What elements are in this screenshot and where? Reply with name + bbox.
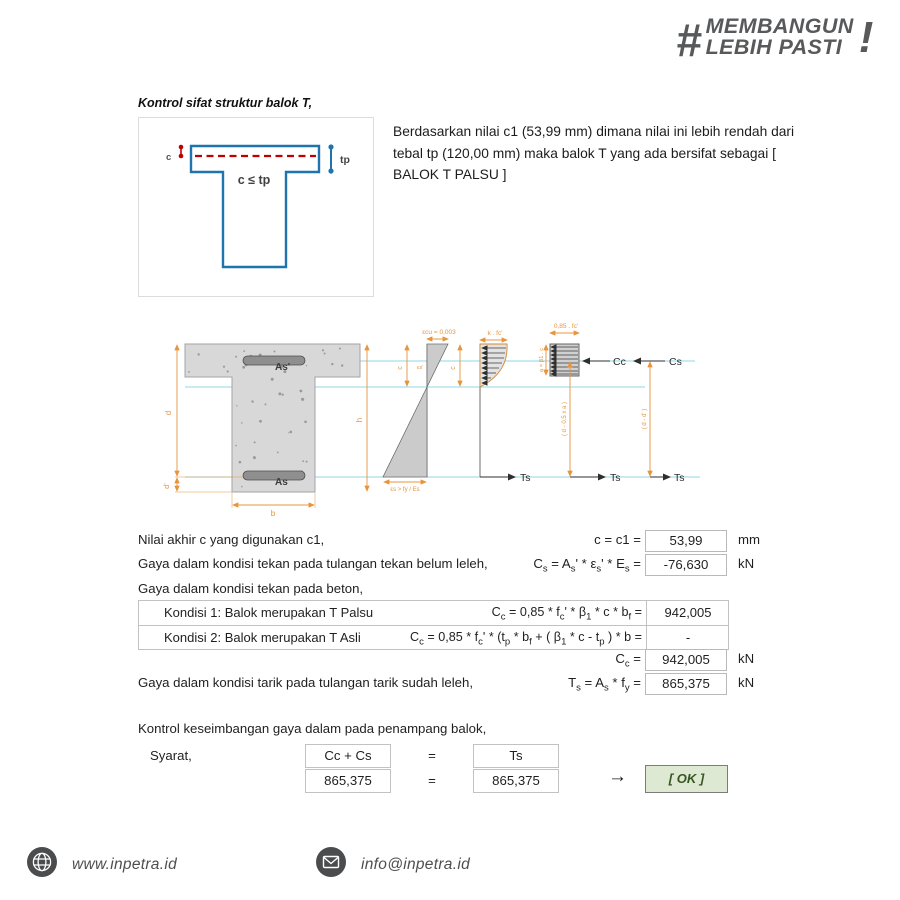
unit-label: kN	[738, 651, 755, 666]
value-cell: 53,99	[645, 530, 727, 552]
balance-left-value: 865,375	[305, 769, 391, 793]
arrow-icon: →	[608, 766, 627, 787]
row-desc: Gaya dalam kondisi tarik pada tulangan tarik sudah leleh,	[138, 675, 474, 690]
value-cell: 942,005	[646, 601, 729, 625]
es-top-label: εs'	[417, 365, 424, 371]
t-beam-concept-diagram	[139, 118, 371, 294]
calc-row-ts	[138, 673, 818, 695]
ts2-label: Ts	[610, 472, 621, 484]
syarat-label: Syarat,	[150, 748, 192, 763]
footer	[26, 846, 470, 883]
t-shape-outline	[191, 146, 319, 267]
beam-analysis-figure	[155, 312, 775, 524]
ecu-label: εcu = 0,003	[422, 329, 456, 336]
dim-b-label: b	[270, 509, 276, 518]
email-link[interactable]: info@inpetra.id	[361, 855, 470, 873]
exclamation-icon: !	[858, 13, 874, 62]
calc-header-beton	[138, 579, 818, 601]
relation-label: c ≤ tp	[237, 173, 271, 187]
equals-sign: =	[428, 773, 436, 788]
calc-row-cs	[138, 554, 818, 576]
row-formula: c = c1 =	[594, 532, 641, 547]
dim-dprime-label: d'	[162, 483, 171, 489]
condition-formula: $C_c = 0,85 * f_c' * (t_p * b_f$ + ( $\beta_1$ * c - $t_p$ ) * b =	[410, 630, 642, 648]
condition-name: Kondisi 2: Balok merupakan T Asli	[164, 630, 361, 645]
ts1-label: Ts	[520, 472, 531, 484]
stress-block-diagram	[539, 323, 626, 484]
value-cell: 865,375	[645, 673, 727, 695]
conclusion-paragraph: Berdasarkan nilai c1 (53,99 mm) dimana nilai ini lebih rendah dari tebal tp (120,00 mm) maka balok T yang ada bersifat sebagai [ BALOK T PALSU ]	[393, 124, 795, 182]
row-desc: Nilai akhir c yang digunakan c1,	[138, 532, 325, 547]
globe-icon	[26, 846, 58, 883]
equals-sign: =	[428, 748, 436, 763]
ts3-label: Ts	[674, 472, 685, 484]
brand-logo	[676, 13, 874, 66]
as-top-label: As'	[275, 362, 291, 373]
logo-line1: MEMBANGUN	[705, 14, 854, 38]
balance-title: Kontrol keseimbangan gaya dalam pada penampang balok,	[138, 721, 487, 736]
logo-line2: LEBIH PASTI	[705, 35, 843, 59]
curve-c-label: c	[450, 366, 457, 370]
condition-formula: $C_c = 0,85 * f_c' * \beta_1 * c * b_f$ =	[491, 605, 642, 623]
as-bottom-label: As	[275, 477, 288, 488]
resultant-forces	[634, 356, 685, 484]
balance-right-header: Ts	[473, 744, 559, 768]
fc085-label: 0,85 . fc'	[553, 323, 579, 330]
strain-diagram	[383, 329, 456, 493]
t-beam-concept-box	[138, 117, 374, 297]
tp-label: tp	[340, 154, 350, 166]
stress-curve-diagram	[450, 330, 531, 484]
dim-d-dprime-label: ( d - d' )	[642, 408, 648, 430]
cc-label: Cc	[613, 356, 626, 368]
unit-label: mm	[738, 532, 760, 547]
row-formula: $C_s = A_s' * \varepsilon_s' * E_s$ =	[533, 556, 641, 575]
tp-dimension-marker	[328, 144, 333, 173]
balance-left-header: Cc + Cs	[305, 744, 391, 768]
c-label: c	[166, 152, 172, 163]
row-formula: $C_c$ =	[615, 651, 641, 670]
value-cell: 942,005	[645, 649, 727, 671]
dim-d-label: d	[164, 410, 173, 416]
a-beta-label: a = β1 . c	[539, 347, 545, 373]
conditions-table	[138, 600, 729, 650]
figure-container	[155, 312, 775, 529]
row-desc: Gaya dalam kondisi tekan pada tulangan tekan belum leleh,	[138, 556, 488, 571]
calc-row-cc-total	[138, 649, 818, 671]
dim-d-half-a-label: ( d - 0.5 x a )	[562, 401, 568, 437]
email-icon	[315, 846, 347, 883]
c-dimension-marker	[179, 145, 184, 159]
balance-right-value: 865,375	[473, 769, 559, 793]
t-cross-section	[185, 344, 360, 492]
condition-name: Kondisi 1: Balok merupakan T Palsu	[164, 605, 374, 620]
value-cell: -	[646, 626, 729, 650]
calc-row-c	[138, 530, 818, 552]
section-title: Kontrol sifat struktur balok T,	[138, 96, 313, 110]
ok-status-badge: [ OK ]	[645, 765, 728, 793]
row-formula: $T_s = A_s * f_y$ =	[568, 675, 641, 694]
dim-h-label: h	[355, 417, 364, 423]
bottom-rebar	[243, 471, 305, 480]
cs-label: Cs	[669, 356, 682, 368]
strain-c-label: c	[397, 366, 404, 370]
row-desc: Gaya dalam kondisi tekan pada beton,	[138, 581, 364, 596]
unit-label: kN	[738, 556, 755, 571]
es-bottom-label: εs > fy / Es	[390, 487, 420, 493]
concrete-outline	[185, 344, 360, 492]
hash-icon: #	[676, 14, 702, 66]
value-cell: -76,630	[645, 554, 727, 576]
table-row	[139, 601, 728, 626]
top-rebar	[243, 356, 305, 365]
unit-label: kN	[738, 675, 755, 690]
table-row	[139, 626, 728, 650]
kfc-label: k . fc'	[487, 330, 503, 337]
website-link[interactable]: www.inpetra.id	[72, 855, 177, 873]
